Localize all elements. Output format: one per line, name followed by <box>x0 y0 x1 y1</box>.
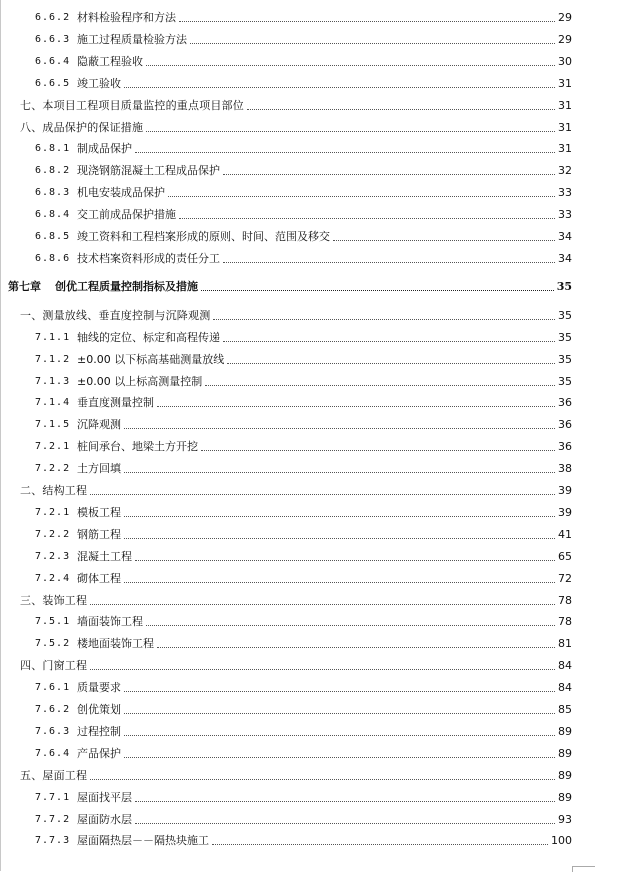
toc-page-number: 78 <box>558 615 572 629</box>
toc-entry-title: 屋面隔热层－－隔热块施工 <box>77 834 209 848</box>
toc-page-number: 35 <box>558 352 572 366</box>
toc-entry-title: 竣工资料和工程档案形成的原则、时间、范围及移交 <box>77 230 330 243</box>
toc-entry[interactable] <box>35 787 572 805</box>
toc-page-number: 100 <box>551 834 572 848</box>
toc-dot-leader <box>146 64 555 66</box>
toc-entry-title: 施工过程质量检验方法 <box>77 32 187 46</box>
toc-dot-leader <box>90 668 555 670</box>
toc-entry[interactable] <box>35 436 572 454</box>
toc-entry-title: 楼地面装饰工程 <box>77 637 154 651</box>
toc-entry-title: 土方回填 <box>77 462 121 476</box>
toc-section-number: 6.6.2 <box>35 12 71 23</box>
toc-chapter-entry[interactable] <box>8 276 572 294</box>
toc-page-number: 89 <box>558 724 572 738</box>
toc-page-number: 31 <box>558 98 572 112</box>
toc-dot-leader <box>124 515 555 517</box>
toc-entry-title: 隐蔽工程验收 <box>77 54 143 68</box>
toc-page-number: 36 <box>558 440 572 454</box>
toc-entry-title: 二、结构工程 <box>20 484 88 497</box>
toc-page-number: 31 <box>558 142 572 156</box>
toc-page-number: 85 <box>558 703 572 716</box>
toc-section-number: 6.8.2 <box>35 165 71 177</box>
toc-section-number: 6.8.4 <box>35 209 71 221</box>
toc-section-number: 6.6.3 <box>35 33 71 45</box>
toc-dot-leader <box>124 734 555 736</box>
toc-page-number: 36 <box>558 418 572 432</box>
toc-page-number: 29 <box>558 32 572 46</box>
toc-page-number: 65 <box>558 549 572 563</box>
toc-dot-leader <box>157 646 555 648</box>
toc-dot-leader <box>90 493 555 495</box>
toc-page-number: 32 <box>558 164 572 178</box>
toc-entry-title: 四、门窗工程 <box>20 659 88 673</box>
toc-entry[interactable] <box>35 248 572 266</box>
toc-dot-leader <box>124 86 555 88</box>
toc-page-number: 35 <box>558 330 572 344</box>
toc-section-number: 7.1.3 <box>35 375 71 387</box>
toc-entry[interactable] <box>35 204 572 222</box>
toc-page-number: 84 <box>558 681 572 695</box>
toc-dot-leader <box>157 405 555 407</box>
toc-section-number: 7.7.3 <box>35 835 71 847</box>
toc-entry[interactable] <box>35 414 572 432</box>
toc-page-number: 31 <box>558 120 572 134</box>
toc-page-number: 89 <box>558 790 572 804</box>
toc-entry[interactable] <box>35 611 572 629</box>
toc-dot-leader <box>201 289 554 291</box>
toc-entry[interactable] <box>35 568 572 586</box>
toc-entry[interactable] <box>35 721 572 739</box>
toc-entry[interactable] <box>35 546 572 564</box>
toc-section-number: 7.5.2 <box>35 638 71 650</box>
toc-section-number: 6.6.5 <box>35 77 71 89</box>
toc-entry-title: 五、屋面工程 <box>20 768 88 782</box>
toc-section-number: 7.2.2 <box>35 528 71 540</box>
toc-section-number: 7.5.1 <box>35 616 71 628</box>
toc-entry-title: 机电安装成品保护 <box>77 186 165 200</box>
toc-entry-title: 竣工验收 <box>77 76 121 90</box>
toc-entry-title: 七、本项目工程项目质量监控的重点项目部位 <box>20 98 244 112</box>
toc-entry[interactable] <box>20 480 572 498</box>
toc-entry[interactable] <box>35 699 572 717</box>
toc-entry[interactable] <box>35 327 572 345</box>
toc-dot-leader <box>247 108 555 110</box>
toc-page-number: 31 <box>558 76 572 90</box>
toc-entry[interactable] <box>20 305 572 323</box>
toc-section-number: 7.1.1 <box>35 331 71 343</box>
toc-dot-leader <box>333 239 555 241</box>
toc-section-number: 7.1.2 <box>35 353 71 365</box>
toc-entry-title: 创优策划 <box>77 703 121 716</box>
toc-entry[interactable] <box>35 502 572 520</box>
toc-dot-leader <box>223 340 555 342</box>
toc-entry[interactable] <box>20 590 572 608</box>
toc-entry[interactable] <box>20 765 572 783</box>
toc-page-number: 81 <box>558 637 572 651</box>
toc-entry[interactable] <box>20 95 572 113</box>
toc-entry[interactable] <box>35 138 572 156</box>
toc-page-number: 33 <box>558 208 572 222</box>
toc-page-number: 35 <box>558 374 572 388</box>
toc-page-number: 84 <box>558 659 572 673</box>
toc-dot-leader <box>90 603 555 605</box>
toc-entry[interactable] <box>20 655 572 673</box>
toc-page-number: 29 <box>558 11 572 24</box>
toc-entry-title: 桩间承台、地梁土方开挖 <box>77 440 198 454</box>
toc-entry-title: 沉降观测 <box>77 418 121 432</box>
toc-entry[interactable] <box>35 458 572 476</box>
toc-dot-leader <box>227 362 555 364</box>
toc-page-number: 89 <box>558 768 572 782</box>
toc-entry-title: 三、装饰工程 <box>20 593 88 607</box>
toc-entry[interactable] <box>35 371 572 389</box>
toc-dot-leader <box>212 843 548 845</box>
toc-section-number: 7.2.1 <box>35 506 71 518</box>
toc-dot-leader <box>135 151 555 153</box>
toc-chapter-label: 第七章 <box>8 279 41 293</box>
toc-entry[interactable] <box>35 830 572 848</box>
toc-dot-leader <box>90 778 555 780</box>
toc-entry-title: 质量要求 <box>77 681 121 695</box>
toc-section-number: 6.8.1 <box>35 143 71 155</box>
toc-entry-title: 交工前成品保护措施 <box>77 208 176 222</box>
toc-section-number: 7.7.2 <box>35 813 71 825</box>
toc-entry-title: 技术档案资料形成的责任分工 <box>77 251 220 265</box>
toc-entry-title: 砌体工程 <box>77 571 121 585</box>
toc-section-number: 6.8.6 <box>35 252 71 264</box>
toc-page-number: 30 <box>558 54 572 68</box>
toc-entry[interactable] <box>35 349 572 367</box>
toc-dot-leader <box>179 20 555 22</box>
toc-section-number: 7.6.2 <box>35 704 71 715</box>
toc-page-number: 35 <box>558 308 572 322</box>
toc-entry[interactable] <box>35 633 572 651</box>
toc-dot-leader <box>223 173 555 175</box>
toc-page-number: 34 <box>558 251 572 265</box>
toc-entry[interactable] <box>35 743 572 761</box>
toc-section-number: 6.8.3 <box>35 187 71 199</box>
toc-entry[interactable] <box>35 160 572 178</box>
toc-entry[interactable] <box>35 182 572 200</box>
toc-entry[interactable] <box>35 226 572 244</box>
toc-section-number: 7.6.3 <box>35 725 71 737</box>
toc-entry[interactable] <box>35 29 572 47</box>
toc-entry-title: 制成品保护 <box>77 142 132 156</box>
toc-entry[interactable] <box>35 677 572 695</box>
toc-entry-title: 一、测量放线、垂直度控制与沉降观测 <box>20 308 211 322</box>
toc-page-number: 78 <box>558 593 572 607</box>
toc-page-number: 34 <box>558 230 572 243</box>
toc-entry-title: 模板工程 <box>77 505 121 519</box>
toc-page-number: 33 <box>558 186 572 200</box>
toc-entry[interactable] <box>35 392 572 410</box>
toc-dot-leader <box>205 384 555 386</box>
toc-dot-leader <box>213 318 555 320</box>
toc-entry-title: 材料检验程序和方法 <box>77 11 176 24</box>
toc-entry-title: 轴线的定位、标定和高程传递 <box>77 330 220 344</box>
toc-dot-leader <box>146 130 555 132</box>
toc-entry[interactable] <box>35 7 572 25</box>
toc-entry[interactable] <box>20 117 572 135</box>
toc-section-number: 6.6.4 <box>35 55 71 67</box>
toc-dot-leader <box>135 800 555 802</box>
toc-page-number: 38 <box>558 462 572 476</box>
toc-dot-leader <box>124 712 555 714</box>
toc-dot-leader <box>223 261 555 263</box>
toc-dot-leader <box>124 427 555 429</box>
toc-dot-leader <box>124 581 555 583</box>
toc-entry[interactable] <box>35 524 572 542</box>
toc-entry-title: 混凝土工程 <box>77 549 132 563</box>
toc-entry-title: ±0.00 以上标高测量控制 <box>77 374 203 388</box>
toc-dot-leader <box>135 822 555 824</box>
toc-section-number: 7.6.1 <box>35 682 71 694</box>
toc-section-number: 7.2.2 <box>35 463 71 475</box>
toc-entry-title: 墙面装饰工程 <box>77 615 143 629</box>
toc-entry-title: 过程控制 <box>77 724 121 738</box>
toc-page-number: 72 <box>558 571 572 585</box>
toc-page-number: 93 <box>558 812 572 826</box>
toc-dot-leader <box>179 217 555 219</box>
toc-entry-title: 屋面找平层 <box>77 790 132 804</box>
toc-section-number: 7.7.1 <box>35 791 71 803</box>
toc-dot-leader <box>124 756 555 758</box>
toc-entry-title: 垂直度测量控制 <box>77 396 154 410</box>
toc-section-number: 7.1.4 <box>35 397 71 409</box>
toc-page-number: 41 <box>558 527 572 541</box>
toc-dot-leader <box>190 42 555 44</box>
toc-entry-title: 钢筋工程 <box>77 527 121 541</box>
toc-dot-leader <box>124 537 555 539</box>
toc-section-number: 7.2.3 <box>35 550 71 562</box>
toc-dot-leader <box>168 195 555 197</box>
toc-entry[interactable] <box>35 809 572 827</box>
toc-page-number: 39 <box>558 505 572 519</box>
toc-page-number: 89 <box>558 746 572 760</box>
toc-section-number: 7.2.1 <box>35 441 71 453</box>
toc-section-number: 7.1.5 <box>35 419 71 431</box>
toc-entry-title: 创优工程质量控制指标及措施 <box>55 279 198 293</box>
toc-entry-title: 八、成品保护的保证措施 <box>20 120 144 134</box>
toc-page-number: 36 <box>558 396 572 410</box>
toc-entry-title: 产品保护 <box>77 746 121 760</box>
toc-entry-title: ±0.00 以下标高基础测量放线 <box>77 352 225 366</box>
toc-entry[interactable] <box>35 51 572 69</box>
toc-page-number: 35 <box>556 279 572 293</box>
toc-dot-leader <box>201 449 555 451</box>
page-corner-mark <box>572 866 595 872</box>
toc-entry[interactable] <box>35 73 572 91</box>
toc-dot-leader <box>124 690 555 692</box>
toc-dot-leader <box>124 471 555 473</box>
toc-section-number: 7.6.4 <box>35 747 71 759</box>
toc-page-number: 39 <box>558 484 572 497</box>
toc-dot-leader <box>135 559 555 561</box>
toc-section-number: 6.8.5 <box>35 231 71 242</box>
toc-entry-title: 屋面防水层 <box>77 812 132 826</box>
toc-section-number: 7.2.4 <box>35 572 71 584</box>
toc-dot-leader <box>146 624 555 626</box>
toc-entry-title: 现浇钢筋混凝土工程成品保护 <box>77 164 220 178</box>
